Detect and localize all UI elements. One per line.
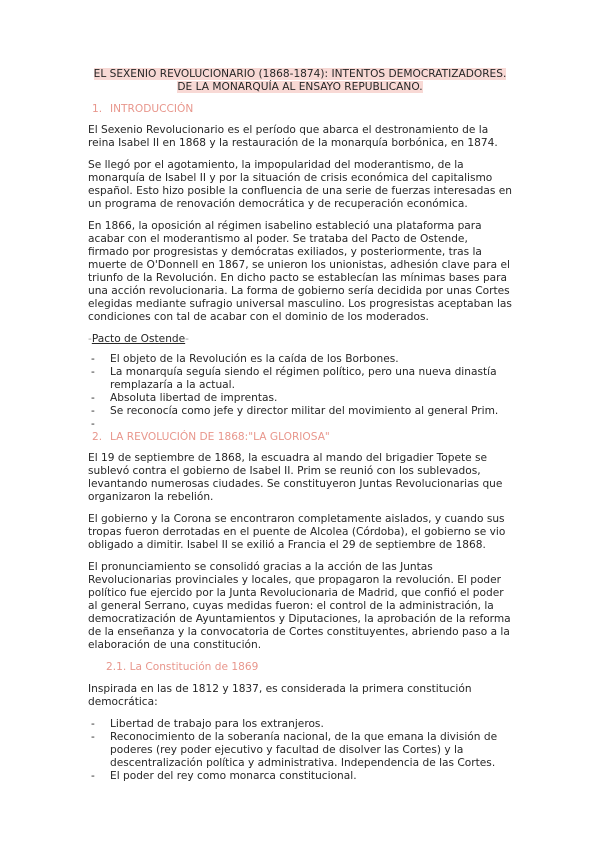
list-item: - El objeto de la Revolución es la caída de los Borbones.: [88, 353, 512, 366]
paragraph-revolucion-3: El pronunciamiento se consolidó gracias a la acción de las Juntas Revolucionarias provinciales y locales, que propagaron la revolución. El poder político fue ejercido por la Junta Revolucionaria de Madrid, que confió el poder al general Serrano, cuyas medidas fueron: el control de la administración, la democratización de Ayuntamientos y Diputaciones, la aprobación de la reforma de la enseñanza y la convocatoria de Cortes constituyentes, abriendo paso a la elaboración de una constitución.: [88, 561, 511, 651]
list-item: - Reconocimiento de la soberanía nacional, de la que emana la división de poderes (rey poder ejecutivo y facultad de disolver las Cortes) y la descentralización política y administrativa. Independencia de las Cortes.: [88, 731, 512, 770]
section-heading-introduccion: [88, 103, 512, 116]
label-prefix-dash: -: [88, 333, 92, 345]
list-item: - La monarquía seguía siendo el régimen político, pero una nueva dinastía remplazaría a la actual.: [88, 366, 512, 392]
subsection-heading-constitucion: 2.1. La Constitución de 1869: [106, 661, 259, 673]
section-heading-revolucion: [88, 431, 512, 444]
paragraph-revolucion-1: El 19 de septiembre de 1868, la escuadra al mando del brigadier Topete se sublevó contra el gobierno de Isabel II. Prim se reunió con los sublevados, levantando numerosas ciudades. Se constituyeron Juntas Revolucionarias que organizaron la rebelión.: [88, 452, 503, 503]
label-suffix-dash: -: [185, 333, 189, 345]
section-number: 2.: [92, 431, 103, 443]
document-title-text: EL SEXENIO REVOLUCIONARIO (1868-1874): INTENTOS DEMOCRATIZADORES. DE LA MONARQUÍA AL ENSAYO REPUBLICANO.: [93, 68, 507, 93]
paragraph-intro-1: El Sexenio Revolucionario es el período que abarca el destronamiento de la reina Isabel II en 1868 y la restauración de la monarquía borbónica, en 1874.: [88, 124, 498, 149]
pacto-ostende-label: [88, 333, 512, 346]
document-title: [88, 68, 512, 94]
paragraph-intro-3: En 1866, la oposición al régimen isabelino estableció una plataforma para acabar con el moderantismo al poder. Se trataba del Pacto de Ostende, firmado por progresistas y demócratas exiliados, y posteriormente, tras la muerte de O'Donnell en 1867, se unieron los unionistas, adhesión clave para el triunfo de la Revolución. En dicho pacto se establecían las mínimas bases para una acción revolucionaria. La forma de gobierno sería decidida por unas Cortes elegidas mediante sufragio universal masculino. Los progresistas aceptaban las condiciones con tal de acabar con el dominio de los moderados.: [88, 220, 512, 323]
list-item: - El poder del rey como monarca constitucional.: [88, 770, 512, 783]
paragraph-constitucion: Inspirada en las de 1812 y 1837, es considerada la primera constitución democrática:: [88, 683, 472, 708]
pacto-ostende-list: [88, 353, 512, 431]
list-item: - Libertad de trabajo para los extranjeros.: [88, 718, 512, 731]
list-item-empty: [88, 418, 512, 431]
list-item: - Se reconocía como jefe y director militar del movimiento al general Prim.: [88, 405, 512, 418]
label-text: Pacto de Ostende: [91, 333, 186, 345]
paragraph-revolucion-2: El gobierno y la Corona se encontraron completamente aislados, y cuando sus tropas fueron derrotadas en el puente de Alcolea (Córdoba), el gobierno se vio obligado a dimitir. Isabel II se exilió a Francia el 29 de septiembre de 1868.: [88, 513, 506, 551]
constitucion-list: [88, 718, 512, 783]
section-title: LA REVOLUCIÓN DE 1868:"LA GLORIOSA": [110, 431, 330, 443]
list-item: - Absoluta libertad de imprentas.: [88, 392, 512, 405]
section-title: INTRODUCCIÓN: [110, 103, 194, 115]
section-number: 1.: [92, 103, 103, 115]
paragraph-intro-2: Se llegó por el agotamiento, la impopularidad del moderantismo, de la monarquía de Isabel II y por la situación de crisis económica del capitalismo español. Esto hizo posible la confluencia de una serie de fuerzas interesadas en un programa de renovación democrática y de recuperación económica.: [88, 159, 512, 210]
